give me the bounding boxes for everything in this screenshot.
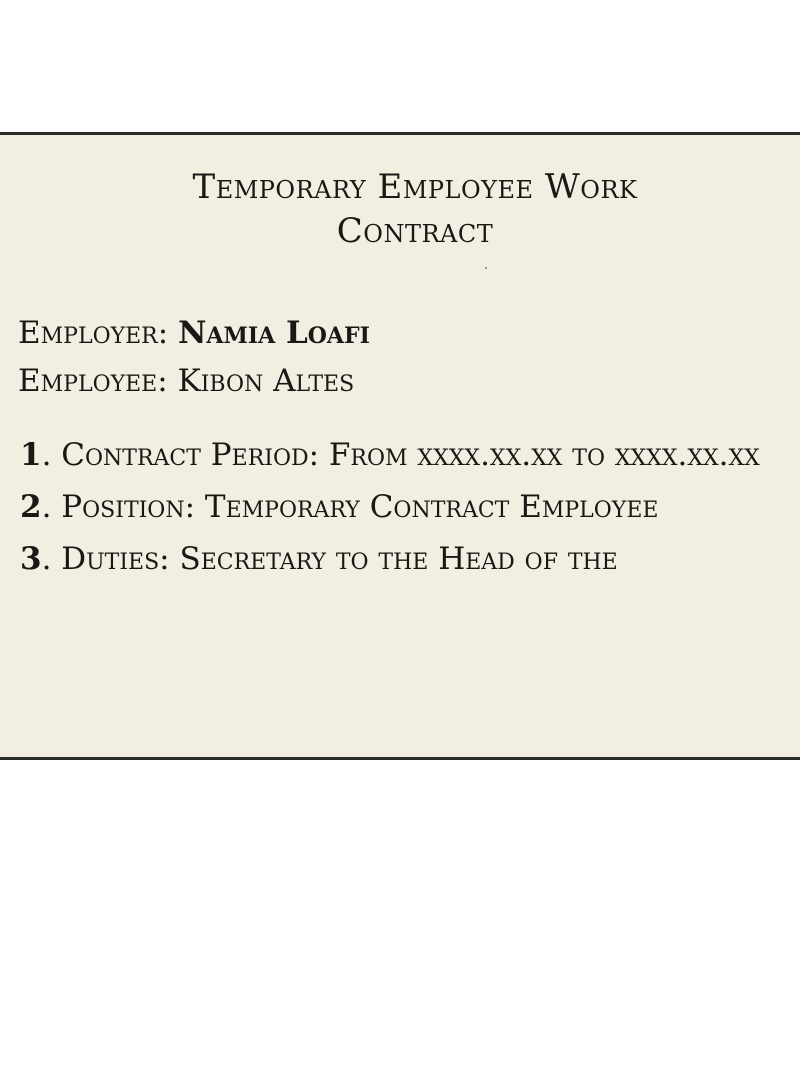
employer-name: Namia Loafi [178, 315, 370, 351]
clause-number: 3 [20, 541, 42, 577]
employer-label: Employer: [18, 315, 169, 351]
employee-line [18, 357, 370, 405]
clause-item [20, 481, 790, 533]
contract-panel [0, 132, 800, 760]
employee-name: Kibon Altes [177, 363, 355, 399]
clause-text: . Contract Period: From xxxx.xx.xx to xxxx.xx.xx [41, 437, 760, 473]
paper-speck [485, 267, 487, 269]
clause-text: . Duties: Secretary to the Head of the [41, 541, 618, 577]
title-line-1: Temporary Employee Work [192, 167, 638, 207]
clauses-list [20, 429, 790, 585]
title-line-2: Contract [336, 211, 494, 251]
parties-block [18, 309, 370, 405]
clause-item [20, 533, 790, 585]
employer-line [18, 309, 370, 357]
clause-number: 1 [20, 437, 42, 473]
employee-label: Employee: [18, 363, 168, 399]
contract-title [0, 165, 800, 253]
clause-item [20, 429, 790, 481]
clause-number: 2 [20, 489, 42, 525]
clause-text: . Position: Temporary Contract Employee [41, 489, 659, 525]
